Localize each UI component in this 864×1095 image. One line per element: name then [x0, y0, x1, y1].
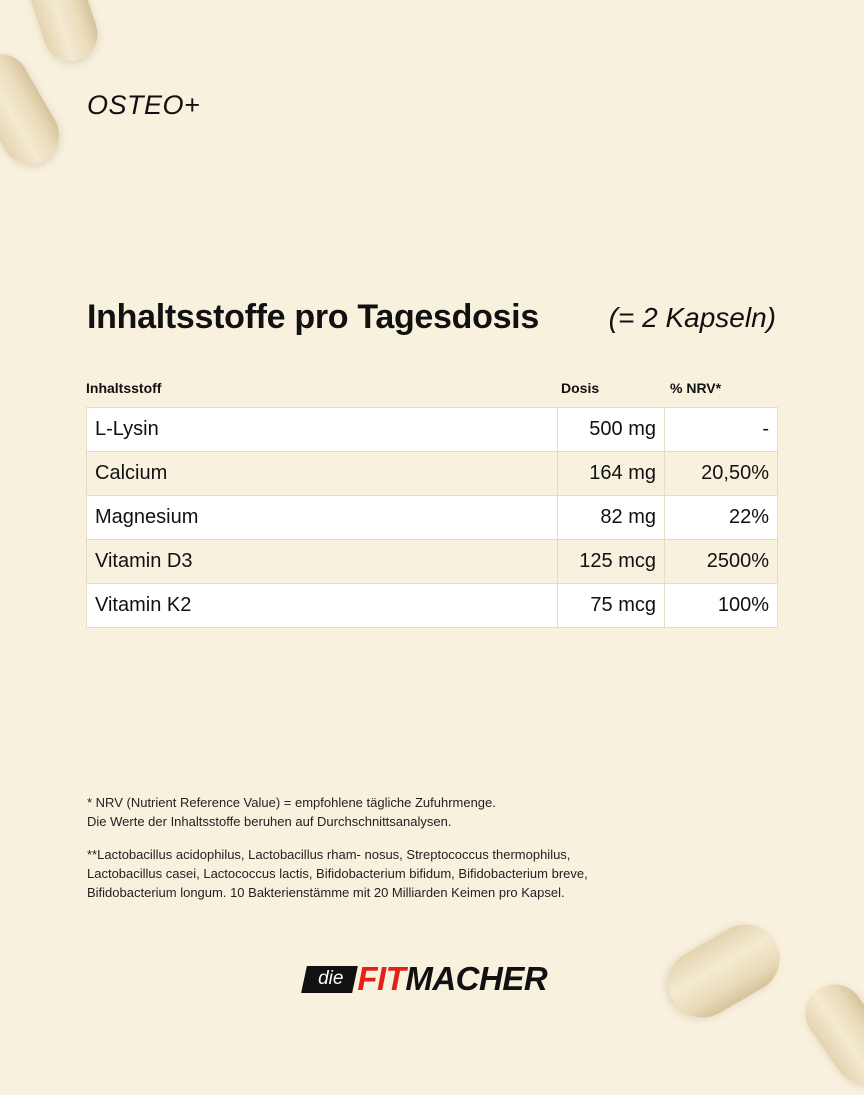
ingredient-dose: 125 mcg [558, 540, 665, 584]
table-row [87, 584, 778, 628]
logo-die-badge [301, 966, 358, 993]
ingredients-table [86, 407, 778, 628]
ingredient-name: Vitamin D3 [87, 540, 558, 584]
brand-logo [304, 962, 547, 996]
ingredient-name: Vitamin K2 [87, 584, 558, 628]
column-header-nrv: % NRV* [670, 380, 722, 396]
capsule-image-bottom-2 [794, 973, 864, 1095]
footnote-line: Die Werte der Inhaltsstoffe beruhen auf Durchschnittsanalysen. [87, 814, 452, 829]
footnote-line: Lactobacillus casei, Lactococcus lactis, Bifidobacterium bifidum, Bifidobacterium breve, [87, 866, 588, 881]
ingredient-nrv: 20,50% [665, 452, 778, 496]
column-header-dose: Dosis [561, 380, 600, 396]
logo-macher-text: MACHER [405, 960, 548, 997]
footnote-line: * NRV (Nutrient Reference Value) = empfohlene tägliche Zufuhrmenge. [87, 795, 496, 810]
dose-note: (= 2 Kapseln) [608, 302, 776, 333]
ingredient-dose: 500 mg [558, 408, 665, 452]
table-row [87, 540, 778, 584]
capsule-image-top-1 [22, 0, 105, 68]
ingredient-name: Magnesium [87, 496, 558, 540]
ingredient-dose: 75 mcg [558, 584, 665, 628]
ingredient-dose: 164 mg [558, 452, 665, 496]
table-row [87, 452, 778, 496]
footnote-line: **Lactobacillus acidophilus, Lactobacillus rham- nosus, Streptococcus thermophilus, [87, 847, 571, 862]
ingredient-nrv: 22% [665, 496, 778, 540]
table-row [87, 496, 778, 540]
logo-fit-text: FIT [357, 960, 406, 997]
ingredient-name: Calcium [87, 452, 558, 496]
ingredient-nrv: 100% [665, 584, 778, 628]
nrv-footnote [87, 793, 687, 831]
footnote-line: Bifidobacterium longum. 10 Bakterienstämme mit 20 Milliarden Keimen pro Kapsel. [87, 885, 565, 900]
ingredient-nrv: - [665, 408, 778, 452]
logo-die-text: die [318, 967, 344, 989]
ingredient-name: L-Lysin [87, 408, 558, 452]
capsule-image-top-2 [0, 43, 70, 174]
product-name: OSTEO+ [87, 90, 201, 120]
page-title: Inhaltsstoffe pro Tagesdosis [87, 298, 539, 336]
ingredient-dose: 82 mg [558, 496, 665, 540]
table-row [87, 408, 778, 452]
capsule-image-bottom-1 [656, 912, 792, 1030]
column-header-name: Inhaltsstoff [86, 380, 162, 396]
ingredient-nrv: 2500% [665, 540, 778, 584]
bacteria-footnote [87, 845, 707, 902]
